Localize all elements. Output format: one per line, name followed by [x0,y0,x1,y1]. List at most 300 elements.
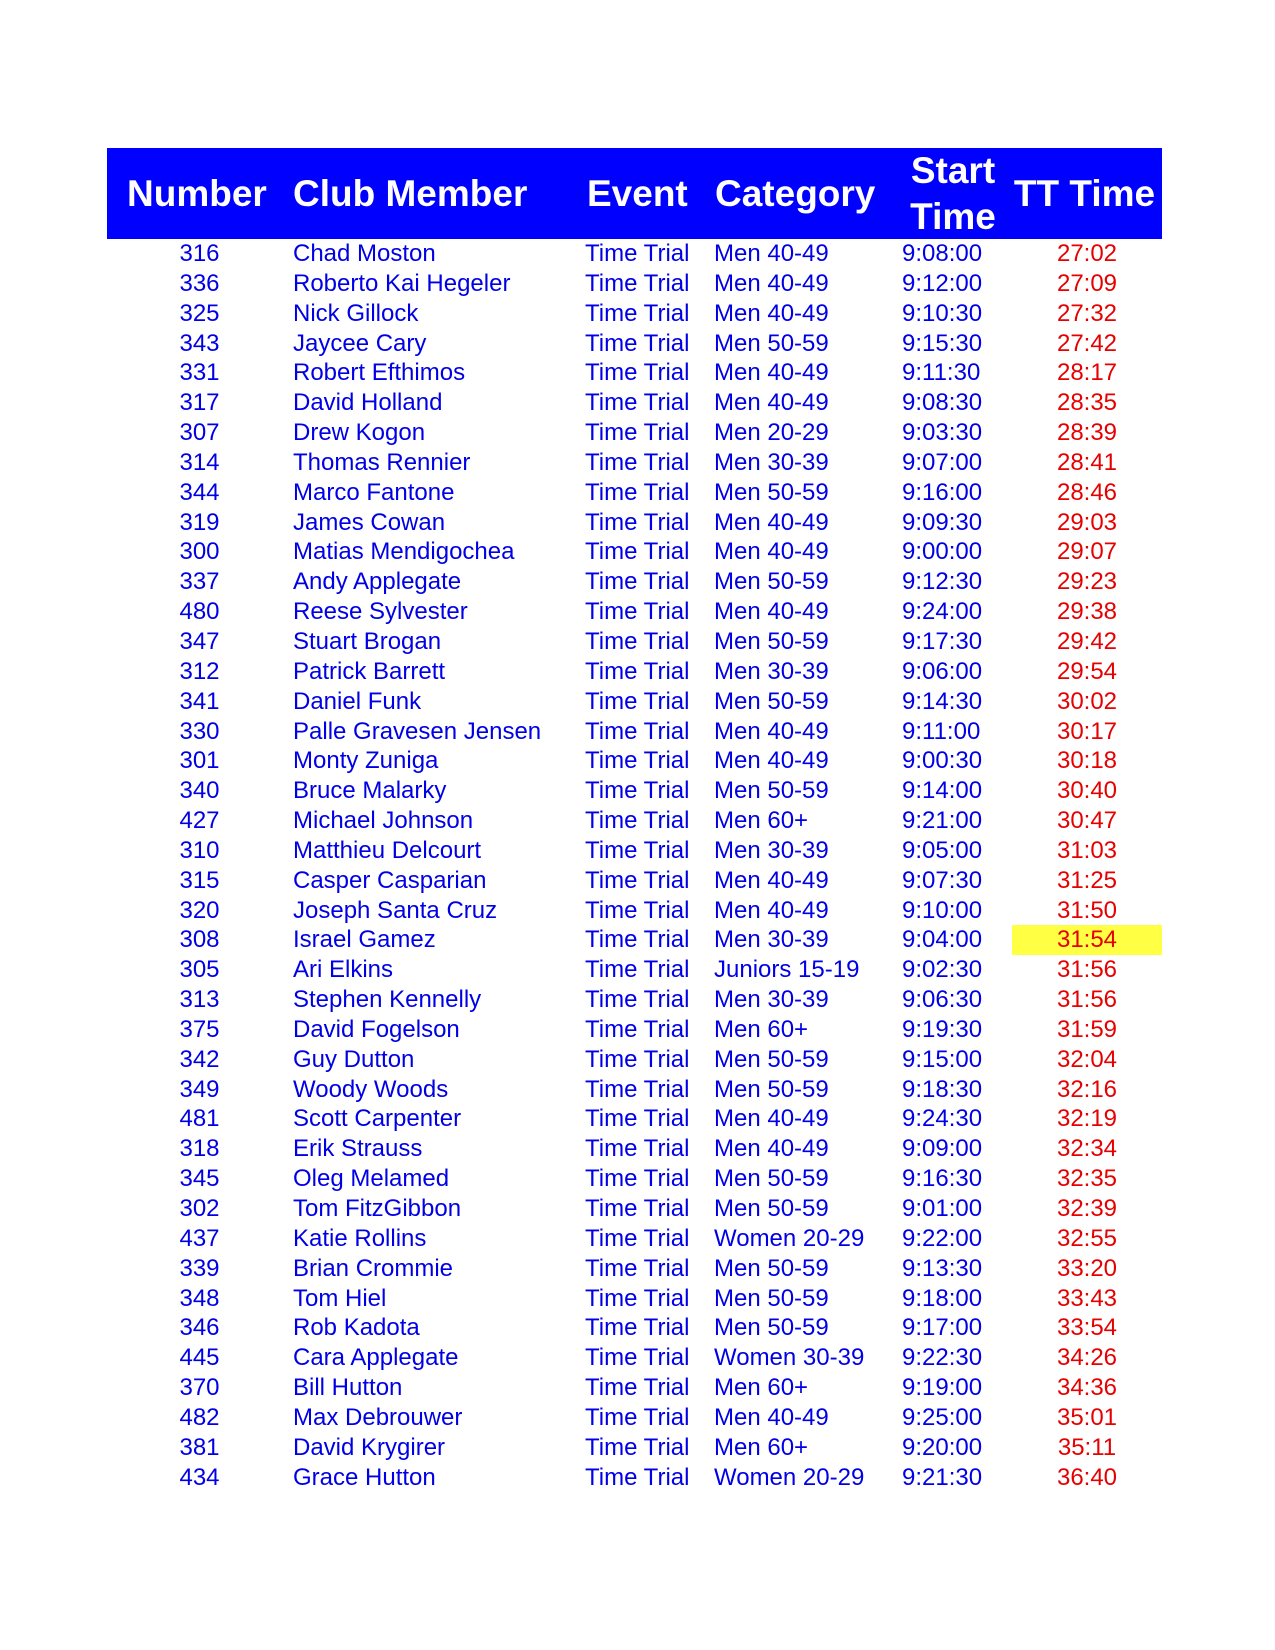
cell-start-time: 9:10:00 [902,896,983,924]
cell-category: Men 60+ [714,1374,809,1402]
cell-start-time: 9:12:00 [902,269,983,297]
cell-club-member: Drew Kogon [293,419,426,447]
cell-event: Time Trial [585,926,690,954]
cell-event: Time Trial [585,1314,690,1342]
cell-tt-time: 28:17 [1056,359,1118,387]
cell-number: 330 [179,717,220,745]
table-row [107,1463,1162,1493]
results-table [107,148,1162,1492]
cell-club-member: Casper Casparian [293,866,487,894]
cell-start-time: 9:21:30 [902,1463,983,1491]
cell-club-member: Tom FitzGibbon [293,1195,462,1222]
cell-tt-time: 29:03 [1056,508,1118,536]
cell-event: Time Trial [585,1403,690,1431]
cell-start-time: 9:16:00 [902,478,983,506]
table-row [107,836,1162,866]
cell-category: Men 50-59 [714,777,829,805]
cell-tt-time: 31:56 [1056,986,1118,1014]
cell-event: Time Trial [585,747,690,775]
table-row [107,896,1162,926]
cell-tt-time: 28:46 [1056,478,1118,506]
cell-club-member: Tom Hiel [293,1284,387,1312]
table-row [107,329,1162,359]
cell-category: Men 30-39 [714,986,829,1014]
cell-category: Men 40-49 [714,1105,829,1133]
cell-start-time: 9:16:30 [902,1165,983,1193]
cell-event: Time Trial [585,687,690,715]
cell-tt-time: 33:20 [1056,1254,1118,1282]
cell-start-time: 9:25:00 [902,1403,983,1431]
cell-number: 320 [179,896,220,924]
cell-event: Time Trial [585,1195,690,1222]
cell-tt-time: 35:01 [1056,1403,1118,1431]
cell-number: 346 [179,1314,220,1342]
cell-start-time: 9:07:00 [902,448,983,476]
cell-tt-time: 29:42 [1056,627,1118,655]
cell-event: Time Trial [585,1075,690,1103]
cell-event: Time Trial [585,777,690,805]
cell-event: Time Trial [585,836,690,864]
cell-club-member: Ari Elkins [293,956,394,984]
table-row [107,1433,1162,1463]
cell-start-time: 9:08:30 [902,389,983,417]
cell-start-time: 9:20:00 [902,1433,983,1461]
table-row [107,925,1162,955]
cell-category: Men 50-59 [714,1075,829,1103]
cell-category: Women 20-29 [714,1224,865,1252]
cell-start-time: 9:00:00 [902,538,983,566]
cell-category: Men 30-39 [714,448,829,476]
table-row [107,1343,1162,1373]
cell-category: Men 20-29 [714,419,829,447]
table-row [107,239,1162,269]
cell-category: Men 40-49 [714,717,829,745]
cell-club-member: Monty Zuniga [293,747,439,775]
cell-club-member: Erik Strauss [293,1135,423,1163]
cell-tt-time: 31:25 [1056,866,1118,894]
cell-category: Men 50-59 [714,1284,829,1312]
cell-start-time: 9:07:30 [902,866,983,894]
cell-club-member: Jaycee Cary [293,329,427,357]
table-row [107,448,1162,478]
cell-tt-time: 32:34 [1056,1135,1118,1163]
cell-start-time: 9:00:30 [902,747,983,775]
table-row [107,1134,1162,1164]
cell-category: Men 60+ [714,1015,809,1043]
table-row [107,1104,1162,1134]
cell-tt-time: 32:16 [1056,1075,1118,1103]
cell-tt-time: 28:41 [1056,448,1118,476]
cell-club-member: James Cowan [293,508,446,536]
cell-number: 307 [179,419,220,447]
cell-category: Men 40-49 [714,269,829,297]
cell-start-time: 9:03:30 [902,419,983,447]
cell-tt-time: 35:11 [1057,1433,1117,1461]
cell-number: 313 [179,986,220,1014]
table-row [107,1284,1162,1314]
cell-tt-time: 34:36 [1056,1374,1118,1402]
table-row [107,1254,1162,1284]
cell-event: Time Trial [585,1254,690,1282]
cell-event: Time Trial [585,329,690,357]
header-category: Category [715,172,876,214]
cell-category: Men 60+ [714,807,809,835]
cell-start-time: 9:22:30 [902,1344,983,1372]
cell-tt-time: 30:18 [1056,747,1118,775]
table-row [107,1403,1162,1433]
cell-start-time: 9:24:30 [902,1105,983,1133]
cell-number: 370 [179,1374,220,1402]
cell-tt-time: 33:54 [1056,1314,1118,1342]
cell-club-member: Andy Applegate [293,568,462,596]
cell-club-member: Marco Fantone [293,478,455,506]
cell-number: 336 [179,269,220,297]
cell-start-time: 9:15:30 [902,329,983,357]
cell-club-member: Thomas Rennier [293,448,471,476]
cell-club-member: Chad Moston [293,240,436,267]
cell-category: Women 30-39 [714,1344,865,1372]
cell-club-member: Michael Johnson [293,807,474,835]
table-row [107,537,1162,567]
cell-event: Time Trial [585,419,690,447]
cell-tt-time: 30:40 [1056,777,1118,805]
cell-event: Time Trial [585,538,690,566]
cell-number: 314 [179,448,220,476]
cell-number: 344 [179,478,220,506]
cell-club-member: David Krygirer [293,1433,446,1461]
cell-club-member: Bruce Malarky [293,777,447,805]
cell-tt-time: 36:40 [1056,1463,1118,1491]
cell-club-member: Roberto Kai Hegeler [293,269,511,297]
table-row [107,388,1162,418]
header-number: Number [127,172,267,214]
cell-start-time: 9:18:30 [902,1075,983,1103]
table-row [107,508,1162,538]
cell-number: 427 [179,807,220,835]
cell-tt-time: 29:07 [1056,538,1118,566]
cell-number: 325 [179,299,220,327]
table-row [107,1075,1162,1105]
cell-start-time: 9:08:00 [902,240,983,267]
cell-club-member: Reese Sylvester [293,598,468,626]
table-row [107,1194,1162,1224]
cell-event: Time Trial [585,1224,690,1252]
cell-number: 316 [179,240,220,267]
cell-category: Men 50-59 [714,478,829,506]
cell-tt-time: 28:39 [1056,419,1118,447]
cell-category: Men 30-39 [714,657,829,685]
cell-number: 482 [179,1403,220,1431]
header-club-member: Club Member [293,172,528,214]
cell-start-time: 9:19:00 [902,1374,983,1402]
cell-tt-time: 32:04 [1056,1045,1118,1073]
cell-category: Men 40-49 [714,747,829,775]
cell-start-time: 9:11:00 [902,717,981,745]
cell-number: 348 [179,1284,220,1312]
cell-club-member: Matias Mendigochea [293,538,515,566]
cell-event: Time Trial [585,1105,690,1133]
cell-number: 312 [179,657,220,685]
cell-event: Time Trial [585,1045,690,1073]
cell-tt-time: 31:59 [1056,1015,1118,1043]
cell-club-member: Grace Hutton [293,1463,436,1491]
cell-event: Time Trial [585,1135,690,1163]
cell-category: Men 50-59 [714,329,829,357]
cell-start-time: 9:12:30 [902,568,983,596]
cell-club-member: Daniel Funk [293,687,422,715]
cell-tt-time: 29:38 [1056,598,1118,626]
cell-club-member: Stephen Kennelly [293,986,482,1014]
header-start-time: Start Time [910,149,996,237]
cell-tt-time: 32:55 [1056,1224,1118,1252]
cell-event: Time Trial [585,1344,690,1372]
cell-club-member: Stuart Brogan [293,627,442,655]
cell-event: Time Trial [585,568,690,596]
cell-start-time: 9:04:00 [902,926,983,954]
table-row [107,955,1162,985]
cell-start-time: 9:01:00 [902,1195,983,1222]
cell-tt-time: 32:39 [1056,1195,1118,1222]
cell-number: 339 [179,1254,220,1282]
cell-category: Men 40-49 [714,240,829,267]
cell-club-member: Palle Gravesen Jensen [293,717,542,745]
cell-number: 300 [179,538,220,566]
cell-start-time: 9:10:30 [902,299,983,327]
cell-event: Time Trial [585,1165,690,1193]
cell-number: 341 [179,687,220,715]
cell-number: 301 [179,747,220,775]
cell-category: Men 40-49 [714,508,829,536]
cell-event: Time Trial [585,240,690,267]
table-row [107,746,1162,776]
cell-tt-time: 31:54 [1012,925,1162,955]
cell-number: 347 [179,627,220,655]
table-row [107,597,1162,627]
table-row [107,567,1162,597]
cell-start-time: 9:22:00 [902,1224,983,1252]
cell-number: 318 [179,1135,220,1163]
cell-club-member: Woody Woods [293,1075,449,1103]
cell-category: Men 60+ [714,1433,809,1461]
cell-club-member: Israel Gamez [293,926,436,954]
cell-start-time: 9:14:00 [902,777,983,805]
cell-category: Men 40-49 [714,299,829,327]
table-row [107,1045,1162,1075]
cell-event: Time Trial [585,359,690,387]
cell-category: Men 50-59 [714,1045,829,1073]
cell-event: Time Trial [585,1284,690,1312]
cell-category: Men 50-59 [714,687,829,715]
cell-category: Men 50-59 [714,1195,829,1222]
cell-start-time: 9:19:30 [902,1015,983,1043]
cell-category: Men 30-39 [714,836,829,864]
cell-event: Time Trial [585,986,690,1014]
cell-category: Men 40-49 [714,389,829,417]
cell-club-member: David Holland [293,389,443,417]
cell-tt-time: 27:42 [1056,329,1118,357]
cell-start-time: 9:09:30 [902,508,983,536]
cell-event: Time Trial [585,598,690,626]
cell-number: 481 [179,1105,220,1133]
table-row [107,358,1162,388]
table-row [107,1164,1162,1194]
cell-club-member: Brian Crommie [293,1254,454,1282]
cell-number: 340 [179,777,220,805]
cell-category: Women 20-29 [714,1463,865,1491]
cell-event: Time Trial [585,508,690,536]
cell-number: 343 [179,329,220,357]
cell-category: Men 50-59 [714,627,829,655]
table-row [107,985,1162,1015]
cell-category: Men 40-49 [714,866,829,894]
cell-number: 437 [179,1224,220,1252]
cell-tt-time: 32:35 [1056,1165,1118,1193]
cell-tt-time: 30:02 [1056,687,1118,715]
cell-number: 302 [179,1195,220,1222]
header-event: Event [587,172,688,214]
table-row [107,418,1162,448]
cell-tt-time: 27:32 [1056,299,1118,327]
cell-event: Time Trial [585,389,690,417]
cell-number: 381 [179,1433,220,1461]
cell-club-member: Max Debrouwer [293,1403,463,1431]
cell-number: 337 [179,568,220,596]
cell-number: 310 [179,836,220,864]
cell-number: 480 [179,598,220,626]
cell-category: Men 40-49 [714,1135,829,1163]
cell-tt-time: 28:35 [1056,389,1118,417]
cell-start-time: 9:05:00 [902,836,983,864]
cell-club-member: Cara Applegate [293,1344,459,1372]
cell-club-member: Oleg Melamed [293,1165,450,1193]
cell-category: Juniors 15-19 [714,956,860,984]
cell-event: Time Trial [585,269,690,297]
table-row [107,657,1162,687]
table-row [107,866,1162,896]
cell-number: 331 [179,359,220,387]
cell-number: 342 [179,1045,220,1073]
table-row [107,1224,1162,1254]
cell-category: Men 30-39 [714,926,829,954]
table-row [107,687,1162,717]
cell-tt-time: 30:17 [1056,717,1118,745]
header-tt-time: TT Time [1013,172,1156,214]
cell-tt-time: 29:23 [1056,568,1118,596]
cell-number: 317 [179,389,220,417]
cell-event: Time Trial [585,1015,690,1043]
cell-start-time: 9:15:00 [902,1045,983,1073]
cell-tt-time: 34:26 [1056,1344,1118,1372]
cell-event: Time Trial [585,1433,690,1461]
cell-number: 434 [179,1463,220,1491]
cell-category: Men 40-49 [714,598,829,626]
cell-tt-time: 27:02 [1056,240,1118,267]
cell-category: Men 40-49 [714,1403,829,1431]
cell-club-member: Joseph Santa Cruz [293,896,498,924]
cell-event: Time Trial [585,1463,690,1491]
cell-tt-time: 33:43 [1056,1284,1118,1312]
table-body [107,239,1162,1492]
cell-club-member: Guy Dutton [293,1045,415,1073]
table-row [107,806,1162,836]
table-row [107,478,1162,508]
cell-number: 345 [179,1165,220,1193]
cell-tt-time: 31:03 [1056,836,1118,864]
cell-tt-time: 30:47 [1056,807,1118,835]
cell-event: Time Trial [585,717,690,745]
cell-start-time: 9:11:30 [902,359,981,387]
cell-start-time: 9:06:00 [902,657,983,685]
cell-start-time: 9:09:00 [902,1135,983,1163]
cell-event: Time Trial [585,896,690,924]
cell-event: Time Trial [585,627,690,655]
cell-category: Men 40-49 [714,359,829,387]
cell-start-time: 9:13:30 [902,1254,983,1282]
cell-number: 315 [179,866,220,894]
cell-number: 319 [179,508,220,536]
cell-number: 308 [179,926,220,954]
cell-club-member: Patrick Barrett [293,657,446,685]
cell-event: Time Trial [585,956,690,984]
cell-event: Time Trial [585,299,690,327]
cell-event: Time Trial [585,448,690,476]
cell-number: 305 [179,956,220,984]
cell-category: Men 50-59 [714,1165,829,1193]
cell-number: 349 [179,1075,220,1103]
cell-start-time: 9:02:30 [902,956,983,984]
cell-club-member: Nick Gillock [293,299,419,327]
cell-start-time: 9:17:00 [902,1314,983,1342]
cell-start-time: 9:18:00 [902,1284,983,1312]
cell-category: Men 40-49 [714,896,829,924]
cell-start-time: 9:17:30 [902,627,983,655]
cell-category: Men 50-59 [714,1254,829,1282]
cell-club-member: Bill Hutton [293,1374,403,1402]
cell-club-member: Scott Carpenter [293,1105,462,1133]
table-row [107,776,1162,806]
cell-number: 445 [179,1344,220,1372]
cell-tt-time: 31:50 [1056,896,1118,924]
cell-event: Time Trial [585,807,690,835]
cell-club-member: Robert Efthimos [293,359,466,387]
table-row [107,1015,1162,1045]
cell-tt-time: 31:56 [1056,956,1118,984]
cell-event: Time Trial [585,478,690,506]
cell-start-time: 9:14:30 [902,687,983,715]
cell-category: Men 50-59 [714,568,829,596]
table-row [107,299,1162,329]
table-row [107,717,1162,747]
cell-event: Time Trial [585,1374,690,1402]
cell-tt-time: 29:54 [1056,657,1118,685]
cell-club-member: Katie Rollins [293,1224,427,1252]
cell-start-time: 9:06:30 [902,986,983,1014]
cell-category: Men 50-59 [714,1314,829,1342]
cell-tt-time: 27:09 [1056,269,1118,297]
table-row [107,269,1162,299]
table-row [107,627,1162,657]
table-row [107,1373,1162,1403]
cell-number: 375 [179,1015,220,1043]
cell-club-member: Rob Kadota [293,1314,420,1342]
cell-event: Time Trial [585,657,690,685]
cell-tt-time: 32:19 [1056,1105,1118,1133]
table-header [107,148,1162,239]
cell-start-time: 9:21:00 [902,807,983,835]
cell-club-member: Matthieu Delcourt [293,836,482,864]
cell-club-member: David Fogelson [293,1015,460,1043]
cell-event: Time Trial [585,866,690,894]
